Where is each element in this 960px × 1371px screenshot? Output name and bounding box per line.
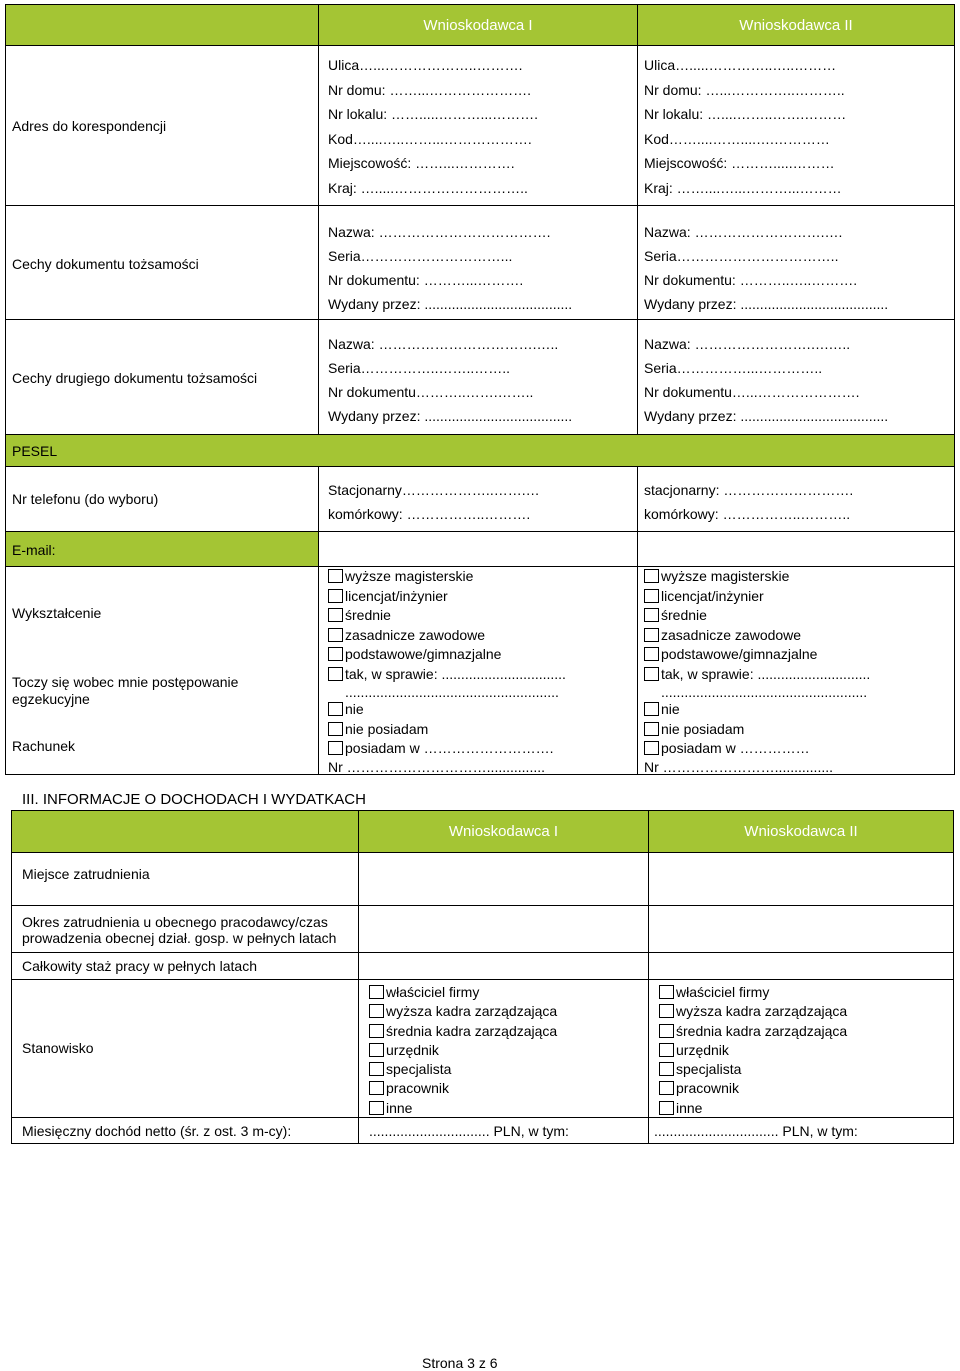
id-doc-number-2: Nr dokumentu: ………..…..……….	[644, 272, 858, 288]
options-applicant-2	[637, 566, 955, 775]
edu-vocational-2[interactable]	[644, 626, 952, 646]
income-header-applicant-1	[358, 810, 649, 853]
enforcement-yes-label: tak, w sprawie: .............................	[661, 665, 871, 682]
pos-specialist-1[interactable]	[369, 1060, 644, 1079]
pos-owner-2[interactable]	[659, 983, 949, 1002]
checkbox[interactable]	[644, 667, 659, 681]
pos-owner-label: właściciel firmy	[676, 984, 770, 1000]
id-doc-applicant-1[interactable]	[318, 205, 638, 320]
pos-middle-mgmt-1[interactable]	[369, 1022, 644, 1041]
id-doc2-label-cell	[5, 319, 319, 435]
income-value-2: ................................ PLN, w tym:	[654, 1123, 858, 1139]
checkbox[interactable]	[644, 741, 659, 755]
enforcement-continuation-1[interactable]	[328, 684, 633, 700]
workplace-label: Miejsce zatrudnienia	[22, 866, 150, 882]
total-label-cell	[11, 952, 359, 980]
edu-primary-label: podstawowe/gimnazjalne	[661, 646, 818, 662]
id-doc-label: Cechy dokumentu tożsamości	[12, 256, 199, 272]
enforcement-no-label: nie	[661, 701, 680, 717]
checkbox[interactable]	[369, 1101, 384, 1115]
checkbox[interactable]	[328, 569, 343, 583]
checkbox[interactable]	[659, 1043, 674, 1057]
address-applicant-2[interactable]	[637, 45, 955, 206]
position-label: Stanowisko	[22, 1040, 94, 1056]
checkbox[interactable]	[328, 608, 343, 622]
address-street-2: Ulica….....…………..…..………	[644, 57, 837, 73]
pos-owner-1[interactable]	[369, 983, 644, 1002]
workplace-applicant-1[interactable]	[358, 852, 649, 906]
position-applicant-2	[648, 979, 954, 1118]
edu-secondary-1[interactable]	[328, 606, 633, 626]
workplace-label-cell	[11, 852, 359, 906]
edu-primary-label: podstawowe/gimnazjalne	[345, 646, 502, 662]
id-doc-series-1: Seria…………………………...	[328, 248, 513, 264]
pos-clerk-2[interactable]	[659, 1041, 949, 1060]
pesel-label: PESEL	[12, 443, 58, 459]
enforcement-no-1[interactable]	[328, 700, 633, 720]
checkbox[interactable]	[328, 741, 343, 755]
account-none-1[interactable]	[328, 720, 633, 740]
enforcement-label: Toczy się wobec mnie postępowanie egzekucyjne	[12, 674, 239, 707]
id-doc2-label: Cechy drugiego dokumentu tożsamości	[12, 370, 258, 386]
pos-other-1[interactable]	[369, 1099, 644, 1118]
id-doc-number-1: Nr dokumentu: ………...……….	[328, 272, 524, 288]
income-header-applicant-1-label: Wnioskodawca I	[448, 823, 559, 840]
edu-bachelor-1[interactable]	[328, 587, 633, 607]
pos-employee-label: pracownik	[386, 1080, 450, 1097]
landline-2: stacjonarny: ……………………….	[644, 482, 854, 498]
checkbox[interactable]	[659, 985, 674, 999]
checkbox[interactable]	[644, 702, 659, 716]
enforcement-yes-1[interactable]	[328, 665, 633, 685]
enforcement-yes-label: tak, w sprawie: ................................	[345, 665, 566, 682]
phone-label-cell	[5, 466, 319, 532]
edu-primary-1[interactable]	[328, 645, 633, 665]
checkbox[interactable]	[644, 628, 659, 642]
account-number-2[interactable]: Nr ……………………...............	[644, 758, 834, 775]
checkbox[interactable]	[644, 589, 659, 603]
id-doc2-issuer-2: Wydany przez: ......................................	[644, 408, 889, 424]
pos-senior-mgmt-1[interactable]	[369, 1002, 644, 1021]
account-number-1[interactable]: Nr …………………………...............	[328, 758, 546, 775]
edu-vocational-label: zasadnicze zawodowe	[345, 626, 486, 643]
options-applicant-1	[318, 566, 638, 775]
pos-senior-mgmt-label: wyższa kadra zarządzająca	[676, 1003, 848, 1020]
pos-other-2[interactable]	[659, 1099, 949, 1118]
header-applicant-2	[637, 4, 955, 46]
checkbox[interactable]	[328, 667, 343, 681]
checkbox[interactable]	[328, 702, 343, 716]
id-doc2-number-1: Nr dokumentu………..…….……..	[328, 384, 534, 400]
period-applicant-2[interactable]	[648, 905, 954, 953]
period-label: Okres zatrudnienia u obecnego pracodawcy/czas prowadzenia obecnej dział. gosp. w pełnych latach	[22, 914, 337, 946]
email-applicant-2[interactable]	[637, 531, 955, 567]
position-applicant-1	[358, 979, 649, 1118]
checkbox[interactable]	[644, 722, 659, 736]
account-have-2[interactable]	[644, 739, 952, 759]
income-header-applicant-2-label: Wnioskodawca II	[744, 823, 858, 840]
id-doc-issuer-2: Wydany przez: ......................................	[644, 296, 889, 312]
edu-secondary-2[interactable]	[644, 606, 952, 626]
address-flat-2: Nr lokalu: …....……..…….………	[644, 106, 847, 123]
pos-other-label: inne	[676, 1099, 703, 1116]
email-label-cell	[5, 531, 319, 567]
id-doc2-name-1: Nazwa: …………………………….…..	[328, 336, 559, 352]
pos-clerk-label: urzędnik	[386, 1041, 439, 1058]
total-applicant-2[interactable]	[648, 952, 954, 980]
pos-other-label: inne	[386, 1099, 413, 1116]
checkbox[interactable]	[644, 569, 659, 583]
phone-applicant-2[interactable]	[637, 466, 955, 532]
pos-specialist-label: specjalista	[386, 1061, 452, 1078]
enforcement-no-2[interactable]	[644, 700, 952, 720]
address-city-2: Miejscowość: ……….....………	[644, 155, 835, 172]
address-applicant-1[interactable]	[318, 45, 638, 206]
edu-master-2[interactable]	[644, 567, 952, 587]
id-doc2-issuer-1: Wydany przez: ......................................	[328, 408, 573, 424]
enforcement-yes-2[interactable]	[644, 665, 952, 685]
account-none-label: nie posiadam	[345, 720, 429, 737]
pos-clerk-label: urzędnik	[676, 1041, 729, 1058]
pos-employee-label: pracownik	[676, 1080, 740, 1097]
total-applicant-1[interactable]	[358, 952, 649, 980]
id-doc2-applicant-1[interactable]	[318, 319, 638, 435]
edu-primary-2[interactable]	[644, 645, 952, 665]
pesel-label-cell	[5, 434, 955, 467]
edu-secondary-label: średnie	[661, 607, 707, 623]
id-doc-label-cell	[5, 205, 319, 320]
checkbox[interactable]	[659, 1062, 674, 1076]
table-header-blank	[5, 4, 319, 46]
workplace-applicant-2[interactable]	[648, 852, 954, 906]
income-header-blank	[11, 810, 359, 853]
address-country-1: Kraj: ….....………………………..	[328, 179, 528, 196]
id-doc2-applicant-2[interactable]	[637, 319, 955, 435]
checkbox[interactable]	[369, 985, 384, 999]
pos-specialist-2[interactable]	[659, 1060, 949, 1079]
checkbox[interactable]	[644, 608, 659, 622]
landline-1: Stacjonarny………………..…….…	[328, 482, 540, 498]
income-applicant-1[interactable]	[358, 1117, 649, 1144]
edu-master-label: wyższe magisterskie	[661, 568, 790, 584]
checkbox[interactable]	[328, 589, 343, 603]
pos-senior-mgmt-label: wyższa kadra zarządzająca	[386, 1003, 558, 1020]
pos-owner-label: właściciel firmy	[386, 984, 480, 1000]
id-doc-series-2: Seria……………………………..	[644, 248, 839, 264]
address-city-1: Miejscowość: ……...………….	[328, 155, 515, 172]
email-label: E-mail:	[12, 542, 56, 558]
account-have-label: posiadam w ……………	[661, 740, 810, 756]
address-street-1: Ulica…...………………..……….	[328, 57, 523, 73]
account-have-label: posiadam w ……………………….	[345, 740, 554, 756]
position-label-cell	[11, 979, 359, 1118]
mobile-2: komórkowy: ……………..………..	[644, 506, 851, 522]
pos-employee-1[interactable]	[369, 1079, 644, 1098]
id-doc2-series-1: Seria……………..……..……..	[328, 360, 511, 376]
edu-bachelor-2[interactable]	[644, 587, 952, 607]
pos-specialist-label: specjalista	[676, 1061, 742, 1078]
pos-employee-2[interactable]	[659, 1079, 949, 1098]
enforcement-continuation-text: .....................................................	[661, 684, 868, 700]
checkbox[interactable]	[659, 1004, 674, 1018]
account-none-2[interactable]	[644, 720, 952, 740]
header-applicant-2-label: Wnioskodawca II	[739, 17, 853, 34]
email-applicant-1[interactable]	[318, 531, 638, 567]
pos-middle-mgmt-label: średnia kadra zarządzająca	[386, 1022, 558, 1039]
account-none-label: nie posiadam	[661, 720, 745, 737]
phone-label: Nr telefonu (do wyboru)	[12, 491, 159, 507]
pos-middle-mgmt-label: średnia kadra zarządzająca	[676, 1022, 848, 1039]
checkbox[interactable]	[369, 1062, 384, 1076]
checkbox[interactable]	[659, 1101, 674, 1115]
id-doc-issuer-1: Wydany przez: ......................................	[328, 296, 573, 312]
address-postcode-1: Kod…....…..……...……………….	[328, 130, 532, 147]
checkbox[interactable]	[369, 1024, 384, 1038]
id-doc2-number-2: Nr dokumentu…...………………….	[644, 384, 860, 400]
checkbox[interactable]	[328, 647, 343, 661]
account-have-1[interactable]	[328, 739, 633, 759]
page-number: Strona 3 z 6	[422, 1355, 498, 1371]
checkbox[interactable]	[328, 722, 343, 736]
section-title: III. INFORMACJE O DOCHODACH I WYDATKACH	[22, 791, 366, 808]
edu-secondary-label: średnie	[345, 607, 391, 623]
period-applicant-1[interactable]	[358, 905, 649, 953]
id-doc-name-2: Nazwa: ……………………….….	[644, 224, 843, 240]
edu-vocational-1[interactable]	[328, 626, 633, 646]
enforcement-continuation-2[interactable]	[644, 684, 952, 700]
edu-bachelor-label: licencjat/inżynier	[345, 587, 448, 604]
id-doc-name-1: Nazwa: ……………………………….	[328, 224, 551, 240]
total-label: Całkowity staż pracy w pełnych latach	[22, 958, 257, 974]
address-flat-1: Nr lokalu: …….....………...……….	[328, 106, 539, 123]
pos-clerk-1[interactable]	[369, 1041, 644, 1060]
checkbox[interactable]	[644, 647, 659, 661]
income-applicant-2[interactable]	[648, 1117, 954, 1144]
income-label-cell	[11, 1117, 359, 1144]
edu-vocational-label: zasadnicze zawodowe	[661, 626, 802, 643]
phone-applicant-1[interactable]	[318, 466, 638, 532]
checkbox[interactable]	[369, 1081, 384, 1095]
income-header-applicant-2	[648, 810, 954, 853]
edu-bachelor-label: licencjat/inżynier	[661, 587, 764, 604]
lower-label-column	[5, 566, 319, 775]
address-label-cell	[5, 45, 319, 206]
account-label: Rachunek	[12, 738, 76, 754]
address-postcode-2: Kod……....……....….…………	[644, 130, 830, 147]
header-applicant-1-label: Wnioskodawca I	[423, 17, 533, 34]
address-country-2: Kraj: ……....…...………...………	[644, 179, 842, 196]
address-house-1: Nr domu: ……...………………….	[328, 81, 532, 98]
id-doc2-name-2: Nazwa: …………………….….…..	[644, 336, 851, 352]
checkbox[interactable]	[328, 628, 343, 642]
checkbox[interactable]	[369, 1004, 384, 1018]
education-label: Wykształcenie	[12, 605, 102, 621]
id-doc2-series-2: Seria……………...…………..	[644, 360, 823, 376]
checkbox[interactable]	[659, 1024, 674, 1038]
mobile-1: komórkowy: ……………..……….	[328, 506, 531, 522]
id-doc-applicant-2[interactable]	[637, 205, 955, 320]
enforcement-continuation-text: .......................................................	[345, 684, 559, 700]
checkbox[interactable]	[369, 1043, 384, 1057]
pos-senior-mgmt-2[interactable]	[659, 1002, 949, 1021]
header-applicant-1	[318, 4, 638, 46]
enforcement-no-label: nie	[345, 701, 364, 717]
income-value-1: ............................... PLN, w tym:	[369, 1123, 569, 1139]
address-house-2: Nr domu: …...…………..………..	[644, 81, 845, 98]
pos-middle-mgmt-2[interactable]	[659, 1022, 949, 1041]
period-label-cell	[11, 905, 359, 953]
checkbox[interactable]	[659, 1081, 674, 1095]
income-label: Miesięczny dochód netto (śr. z ost. 3 m-cy):	[22, 1123, 292, 1139]
edu-master-label: wyższe magisterskie	[345, 568, 474, 584]
edu-master-1[interactable]	[328, 567, 633, 587]
address-label: Adres do korespondencji	[12, 118, 167, 134]
